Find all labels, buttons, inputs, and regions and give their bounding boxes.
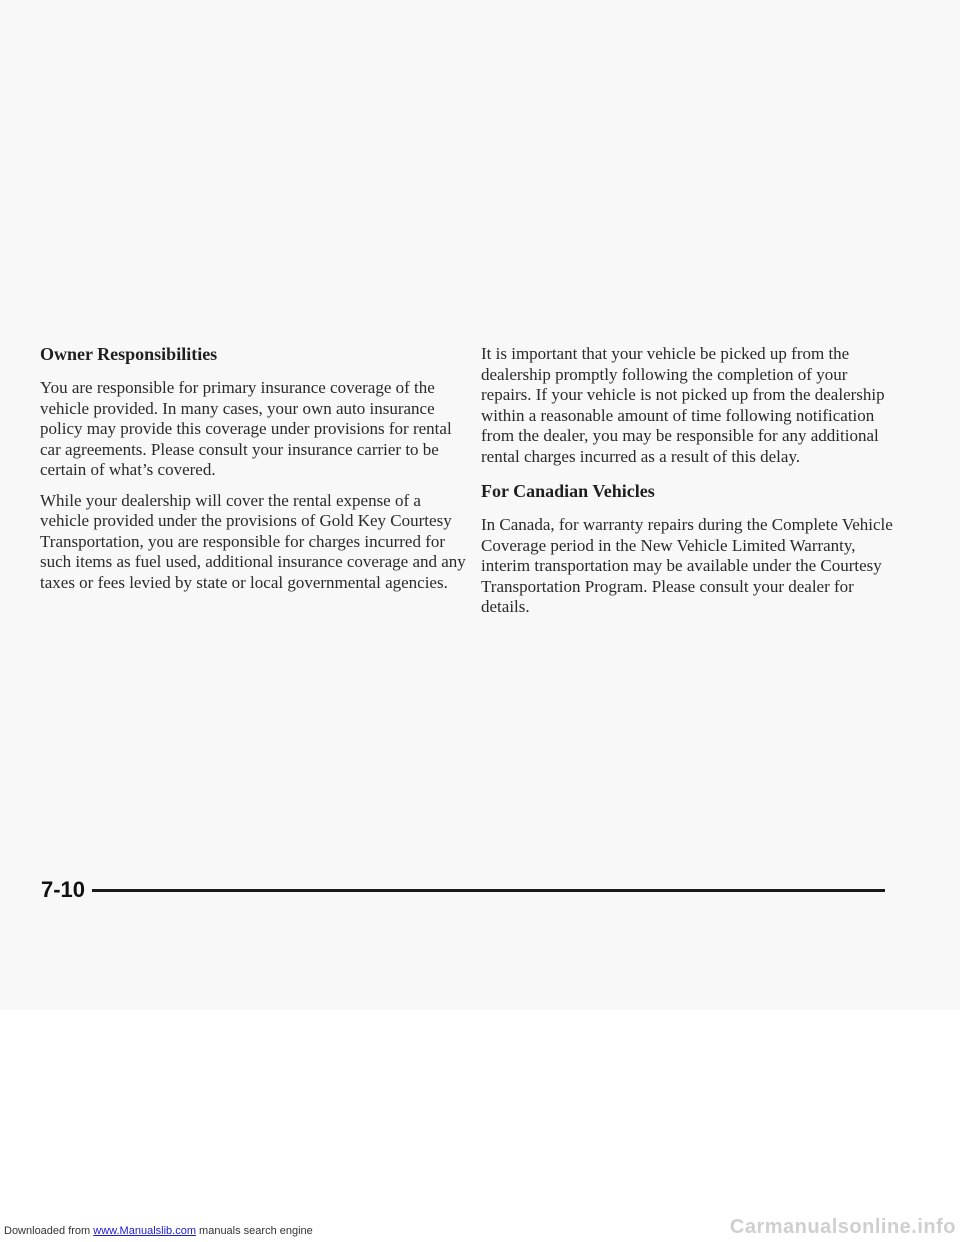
download-watermark	[4, 1224, 313, 1238]
carmanuals-watermark: Carmanualsonline.info	[729, 1216, 956, 1238]
canada-paragraph: In Canada, for warranty repairs during the Complete Vehicle Coverage period in the New Vehicle Limited Warranty, interim transportation may be available under the Courtesy Transportation Program. Please consult your dealer for details.	[481, 515, 893, 616]
canadian-vehicles-heading: For Canadian Vehicles	[481, 481, 655, 501]
owner-responsibilities-heading: Owner Responsibilities	[40, 344, 218, 364]
footer-strip	[0, 1010, 960, 1242]
watermark-prefix: Downloaded from	[4, 1225, 94, 1237]
rental-expense-paragraph: While your dealership will cover the rental expense of a vehicle provided under the provisions of Gold Key Courtesy Transportation, you are responsible for charges incurred for such items as fuel used, additional insurance coverage and any taxes or fees levied by state or local governmental agencies.	[40, 490, 466, 592]
manualslib-link[interactable]: www.Manualslib.com	[93, 1225, 196, 1237]
watermark-suffix: manuals search engine	[195, 1225, 313, 1237]
right-column	[481, 344, 901, 628]
footer-rule	[92, 889, 885, 892]
left-column	[40, 344, 470, 603]
pickup-paragraph: It is important that your vehicle be picked up from the dealership promptly following the completion of your repairs. If your vehicle is not picked up from the dealership within a reasonable amount of time following notification from the dealer, you may be responsible for any additional rental charges incurred as a result of this delay.	[481, 344, 885, 466]
page-number: 7-10	[41, 877, 86, 902]
insurance-paragraph: You are responsible for primary insurance coverage of the vehicle provided. In many cases, your own auto insurance policy may provide this coverage under provisions for rental car agreements. Please consult your insurance carrier to be certain of what’s covered.	[40, 378, 452, 479]
